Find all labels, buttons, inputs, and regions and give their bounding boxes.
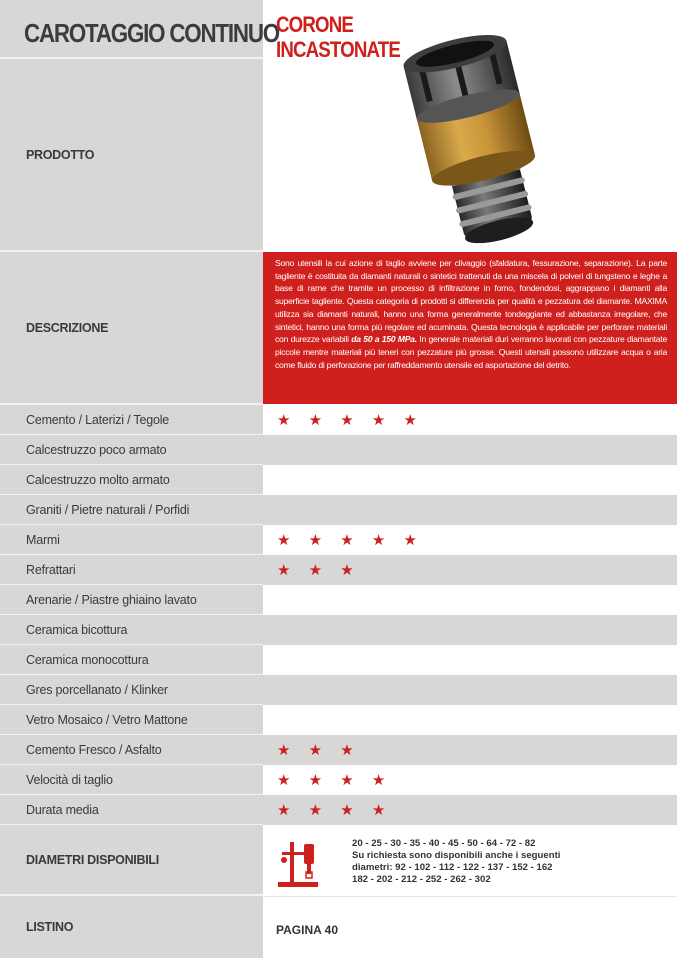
material-rating-row [263,675,677,705]
rating-stars: ★ ★ ★ ★ [277,772,393,789]
material-rating-row [263,585,677,615]
description-text-1: Sono utensili la cui azione di taglio avviene per clivaggio (sfaldatura, fessurazione, separazione). La parte tagliente è costituita da diamanti naturali o sintetici trattenuti da una miscela di polveri di tungsteno e leghe a base di rame che tramite un processo di infiltrazione in forno, fondendosi, aggrappano i diamanti alla superficie tagliente. Questa categoria di prodotti si differenzia per qualità e pezzatura del diamante. MAXIMA utilizza sia diamanti naturali, hanno una forma generalmente tondeggiante ed abbastanza irregolare, che sintetici, hanno una forma più regolare ed acuminata. Questa tecnologia è applicabile per perforare materiali con durezze variabili [275,258,667,345]
label-listino: LISTINO [26,920,74,934]
material-label: Velocità di taglio [0,765,263,795]
rating-stars: ★ ★ ★ [277,562,361,579]
material-rating-row [263,465,677,495]
material-rating-row [263,495,677,525]
material-rating-row [263,765,677,795]
listino-value: PAGINA 40 [276,923,339,937]
label-descrizione: DESCRIZIONE [0,252,263,405]
material-rating-row [263,555,677,585]
diameters-list [352,838,560,886]
material-label: Gres porcellanato / Klinker [0,675,263,705]
material-label: Marmi [0,525,263,555]
page-title: CAROTAGGIO CONTINUO [24,18,279,48]
description-bold: da 50 a 150 MPa. [351,334,417,345]
diameters-line-2: Su richiesta sono disponibili anche i seguenti [352,850,561,861]
product-title-line2: INCASTONATE [276,37,400,62]
rating-stars: ★ ★ ★ ★ ★ [277,412,424,429]
material-rating-row [263,705,677,735]
material-rating-row [263,795,677,825]
material-rating-row [263,735,677,765]
material-label: Vetro Mosaico / Vetro Mattone [0,705,263,735]
label-diametri: DIAMETRI DISPONIBILI [0,825,263,896]
listino-divider [263,896,677,897]
diameters-line-1: 20 - 25 - 30 - 35 - 40 - 45 - 50 - 64 - 72 - 82 [352,838,536,849]
material-rating-row [263,645,677,675]
material-label: Calcestruzzo molto armato [0,465,263,495]
material-rating-row [263,525,677,555]
rating-stars: ★ ★ ★ ★ [277,802,393,819]
material-rating-row [263,435,677,465]
drill-stand-icon [276,836,322,890]
material-rating-row [263,615,677,645]
description-text-2: In generale materiali duri verranno lavorati con pezzature diamantate piccole mentre materiali più teneri con pezzature più grosse. Questi utensili possono utilizzare acqua o aria come fluido di perforazione per raffreddamento utensile ed asportazione del detrito. [275,334,667,370]
diamond-core-bit-image [392,14,552,252]
material-rating-row [263,405,677,435]
product-title-line1: CORONE [276,12,353,37]
material-label: Durata media [0,795,263,825]
material-label: Arenarie / Piastre ghiaino lavato [0,585,263,615]
material-label: Cemento / Laterizi / Tegole [0,405,263,435]
material-label: Ceramica bicottura [0,615,263,645]
material-label: Cemento Fresco / Asfalto [0,735,263,765]
product-title [276,12,400,62]
material-label: Ceramica monocottura [0,645,263,675]
material-label: Graniti / Pietre naturali / Porfidi [0,495,263,525]
diameters-line-3: diametri: 92 - 102 - 112 - 122 - 137 - 152 - 162 [352,862,553,873]
rating-stars: ★ ★ ★ ★ ★ [277,532,424,549]
diameters-line-4: 182 - 202 - 212 - 252 - 262 - 302 [352,874,491,885]
material-label: Refrattari [0,555,263,585]
rating-stars: ★ ★ ★ [277,742,361,759]
description-box [263,252,677,404]
material-label: Calcestruzzo poco armato [0,435,263,465]
label-prodotto: PRODOTTO [0,59,263,252]
